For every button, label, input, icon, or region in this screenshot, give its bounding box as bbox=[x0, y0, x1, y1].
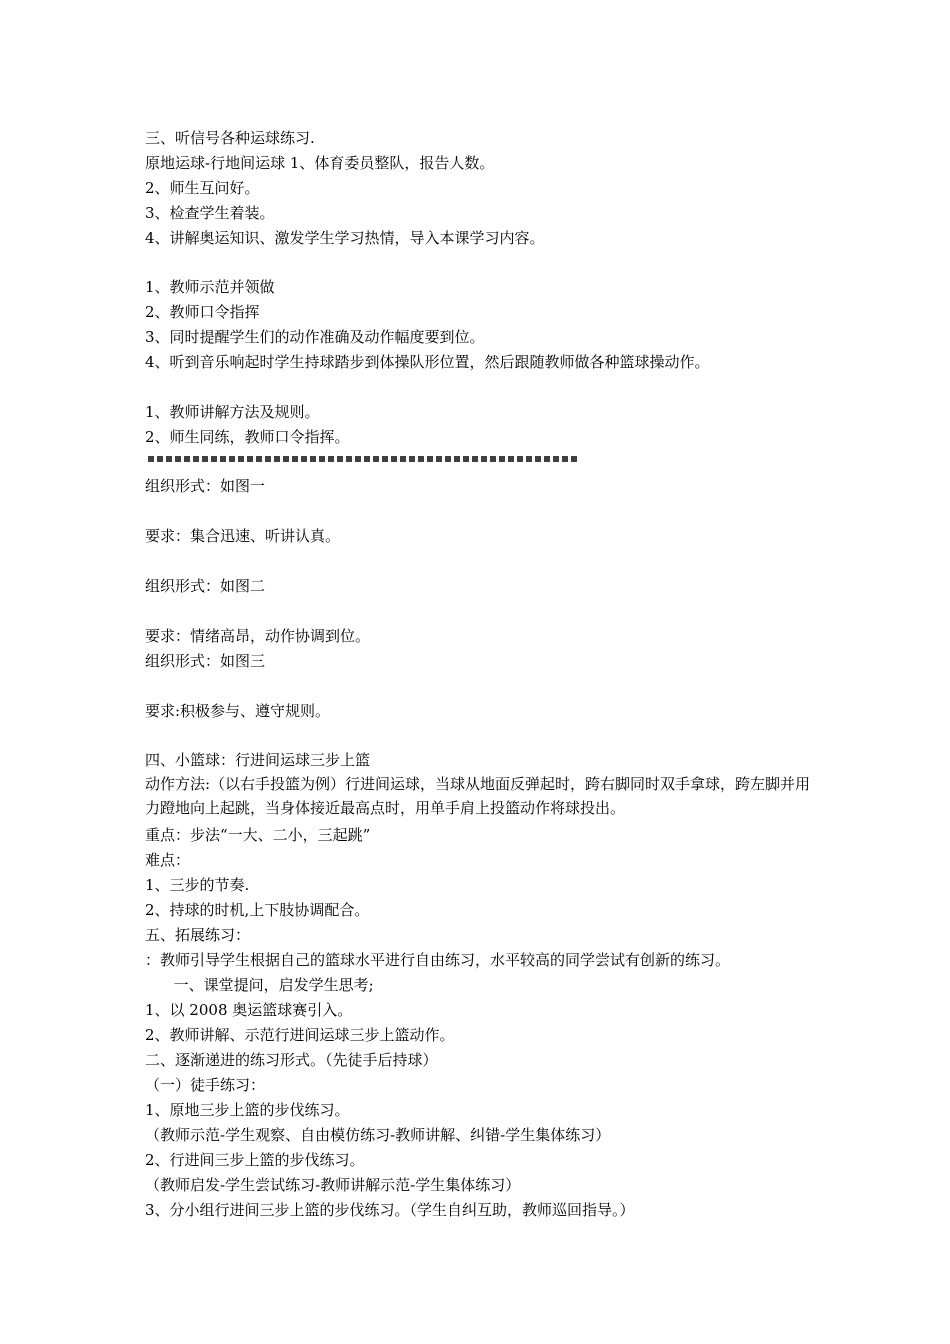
text-line: 难点： bbox=[145, 851, 191, 869]
text-line: 2、持球的时机,上下肢协调配合。 bbox=[145, 901, 370, 919]
text-line: （教师启发-学生尝试练习-教师讲解示范-学生集体练习） bbox=[145, 1176, 521, 1194]
text-line: 三、听信号各种运球练习. bbox=[145, 129, 315, 147]
text-line: 3、分小组行进间三步上篮的步伐练习。（学生自纠互助，教师巡回指导。） bbox=[145, 1201, 635, 1219]
text-line: 要求：集合迅速、听讲认真。 bbox=[145, 527, 341, 545]
text-line: 要求：情绪高昂，动作协调到位。 bbox=[145, 627, 371, 645]
text-line: 二、逐渐递进的练习形式。（先徒手后持球） bbox=[145, 1051, 438, 1069]
text-line: 4、讲解奥运知识、激发学生学习热情，导入本课学习内容。 bbox=[145, 229, 545, 247]
text-line: 1、三步的节奏. bbox=[145, 876, 250, 894]
text-line: 要求:积极参与、遵守规则。 bbox=[145, 702, 331, 720]
text-line: 2、教师讲解、示范行进间运球三步上篮动作。 bbox=[145, 1026, 455, 1044]
dashed-divider bbox=[148, 456, 580, 462]
text-line: ：教师引导学生根据自己的篮球水平进行自由练习，水平较高的同学尝试有创新的练习。 bbox=[145, 951, 731, 969]
text-line: 1、教师讲解方法及规则。 bbox=[145, 403, 320, 421]
text-line: 3、同时提醒学生们的动作准确及动作幅度要到位。 bbox=[145, 328, 485, 346]
text-line: 1、原地三步上篮的步伐练习。 bbox=[145, 1101, 350, 1119]
text-line: 组织形式：如图二 bbox=[145, 577, 266, 595]
text-line: （一）徒手练习： bbox=[145, 1076, 266, 1094]
text-line: 原地运球-行地间运球 1、体育委员整队，报告人数。 bbox=[145, 154, 495, 172]
text-line: 2、师生同练，教师口令指挥。 bbox=[145, 428, 350, 446]
text-line: 一、课堂提问，启发学生思考; bbox=[145, 976, 374, 994]
text-line: 组织形式：如图三 bbox=[145, 652, 266, 670]
text-line: 组织形式：如图一 bbox=[145, 477, 266, 495]
text-line: 2、师生互问好。 bbox=[145, 179, 260, 197]
text-line: 重点：步法“一大、二小，三起跳” bbox=[145, 826, 371, 844]
text-line: 3、检查学生着装。 bbox=[145, 204, 275, 222]
text-line: 4、听到音乐响起时学生持球踏步到体操队形位置，然后跟随教师做各种篮球操动作。 bbox=[145, 353, 710, 371]
text-line: 2、行进间三步上篮的步伐练习。 bbox=[145, 1151, 365, 1169]
text-line: 1、以 2008 奥运篮球赛引入。 bbox=[145, 1001, 353, 1019]
text-line: 2、教师口令指挥 bbox=[145, 303, 260, 321]
text-paragraph: 动作方法:（以右手投篮为例）行进间运球，当球从地面反弹起时，跨右脚同时双手拿球，跨左脚并用力蹬地向上起跳，当身体接近最高点时，用单手肩上投篮动作将球投出。 bbox=[145, 775, 811, 817]
text-line: （教师示范-学生观察、自由模仿练习-教师讲解、纠错-学生集体练习） bbox=[145, 1126, 611, 1144]
text-line: 1、教师示范并领做 bbox=[145, 278, 275, 296]
text-line: 五、拓展练习： bbox=[145, 926, 251, 944]
text-line: 四、小篮球：行进间运球三步上篮 bbox=[145, 751, 371, 769]
